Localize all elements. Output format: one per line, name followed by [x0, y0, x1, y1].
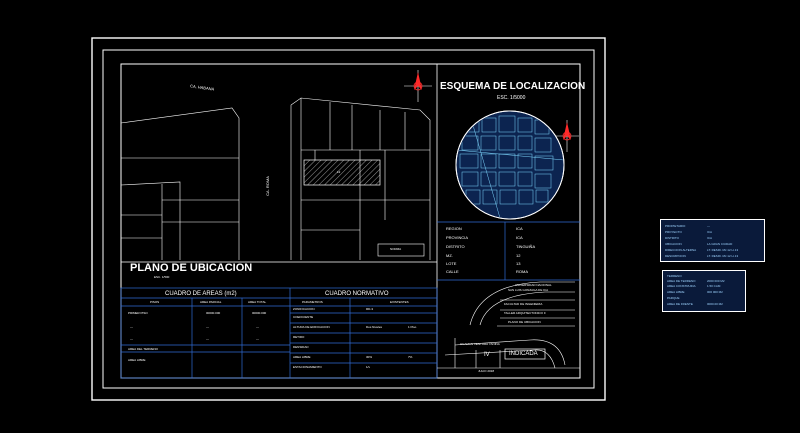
- street-top-label: CA. HABANA: [189, 83, 215, 92]
- location-title: ESQUEMA DE LOCALIZACION: [440, 81, 586, 92]
- panel-row-label: AREA LIBRE: [667, 290, 685, 294]
- panel-row-label: DESCRIPCION: [665, 254, 686, 258]
- plan-scale: ESC. 1/500: [154, 275, 170, 279]
- university-name: UNIVERSIDAD NACIONAL: [515, 283, 552, 287]
- field-label: REGION: [446, 226, 462, 231]
- normative-cell: ESTACIONAMIENTO: [293, 365, 322, 369]
- plan-title: PLANO DE UBICACION: [130, 262, 253, 274]
- lot-hatch: [304, 160, 380, 185]
- field-value: 12: [516, 253, 521, 258]
- areas-cell: ---: [130, 325, 133, 329]
- panel-row-value: ---: [707, 224, 710, 228]
- student-name: HUAMAN VENTURA YANINA: [460, 342, 500, 346]
- normative-cell: 1 Piso: [408, 325, 417, 329]
- date: JULIO 2018: [478, 369, 495, 373]
- field-label: PROVINCIA: [446, 235, 469, 240]
- areas-cell: 00000.000: [206, 311, 221, 315]
- areas-table-title: CUADRO DE AREAS (m2): [165, 291, 237, 297]
- normative-cell: RETIRO: [293, 335, 305, 339]
- free-area-label: AREA LIBRE: [128, 358, 146, 362]
- panel-row-value: LT. RESID. Mz.12 Lt.13: [707, 248, 739, 252]
- field-value: ICA: [516, 235, 523, 240]
- normative-cell: RD-3: [366, 307, 374, 311]
- panel-row-label: DISTRITO: [665, 236, 679, 240]
- field-label: DISTRITO: [446, 244, 465, 249]
- north-arrow: [404, 70, 432, 102]
- field-value: ICA: [516, 226, 523, 231]
- normative-cell: DENSIDAD: [293, 345, 309, 349]
- panel-row-label: AREA DE FRENTE: [667, 302, 693, 306]
- cycle: IV: [484, 352, 490, 358]
- panel-row-value: ICA: [707, 236, 713, 240]
- panel-row-value: 000 000 M2: [707, 290, 723, 294]
- normative-cell: ALTURA DE EDIFICACION: [293, 325, 330, 329]
- normative-header: EXISTENTES: [390, 300, 409, 304]
- normative-cell: 30%: [366, 355, 373, 359]
- panel-row-value: 1.50 CAM: [707, 284, 721, 288]
- field-value: ROMA: [516, 269, 528, 274]
- areas-cell: ---: [256, 337, 259, 341]
- normative-cell: Dos Niveles: [366, 325, 383, 329]
- sheet-scale: INDICADA: [509, 351, 538, 357]
- normative-cell: ZONIFICACION: [293, 307, 315, 311]
- normative-cell: 1/v: [366, 365, 371, 369]
- panel-row-label: PROYECTO: [665, 230, 682, 234]
- panel-row-label: AREA DE TERRENO: [667, 279, 696, 283]
- field-label: CALLE: [446, 269, 459, 274]
- areas-header: AREA PARCIAL: [200, 300, 222, 304]
- areas-cell: PRIMER PISO: [128, 311, 148, 315]
- plan-name: PLANO DE UBICACION: [508, 320, 541, 324]
- panel-row-label: TERRENO: [667, 274, 682, 278]
- panel-row-value: 2000 000 M2: [707, 279, 725, 283]
- course: TALLER ARQUITECTONICO II: [504, 311, 546, 315]
- panel-row-value: LA GRAN CIUDAD: [707, 242, 733, 246]
- terrain-label: AREA DEL TERRENO: [128, 347, 159, 351]
- outer-frame: [92, 38, 605, 400]
- faculty: FACULTAD DE INGENIERIA: [504, 302, 543, 306]
- lot-number: 12: [337, 170, 341, 174]
- location-scale: ESC. 1/5000: [497, 95, 526, 101]
- panel-row-label: DIRECCION ALTERNA: [665, 248, 697, 252]
- normative-cell: COEFICIENTE: [293, 315, 314, 319]
- panel-row-label: UBICACION: [665, 242, 682, 246]
- normative-cell: AREA LIBRE: [293, 355, 311, 359]
- areas-cell: ---: [206, 337, 209, 341]
- location-map: [456, 111, 564, 219]
- site-plan: [121, 98, 430, 260]
- panel-row-label: AREA CONSTRUIDA: [667, 284, 696, 288]
- panel-row-label: PROPIETARIO: [665, 224, 686, 228]
- normative-table-title: CUADRO NORMATIVO: [325, 291, 389, 297]
- side-panel-areas: [662, 270, 746, 312]
- street-side-label: CA. ROMA: [264, 176, 270, 196]
- side-panel-project: [660, 219, 765, 262]
- scale-box-label: NORMA: [390, 247, 402, 251]
- areas-cell: ---: [256, 325, 259, 329]
- panel-row-label: PARQUE: [667, 296, 680, 300]
- normative-cell: 7%: [408, 355, 413, 359]
- areas-header: PISOS: [150, 300, 160, 304]
- field-value: 13: [516, 261, 521, 266]
- panel-row-value: ICA: [707, 230, 713, 234]
- panel-row-value: LT. RESID. Mz.12 Lt.13: [707, 254, 739, 258]
- panel-row-value: 0000.00 M2: [707, 302, 723, 306]
- field-label: MZ.: [446, 253, 453, 258]
- areas-cell: ---: [206, 325, 209, 329]
- field-label: LOTE: [446, 261, 457, 266]
- field-value: TINGUIÑA: [516, 244, 536, 249]
- areas-header: AREA TOTAL: [248, 300, 267, 304]
- normative-header: PARAMETROS: [302, 300, 323, 304]
- university-sub: SAN LUIS GONZAGA DE ICA: [508, 288, 549, 292]
- areas-cell: 00000.000: [252, 311, 267, 315]
- areas-cell: ---: [130, 337, 133, 341]
